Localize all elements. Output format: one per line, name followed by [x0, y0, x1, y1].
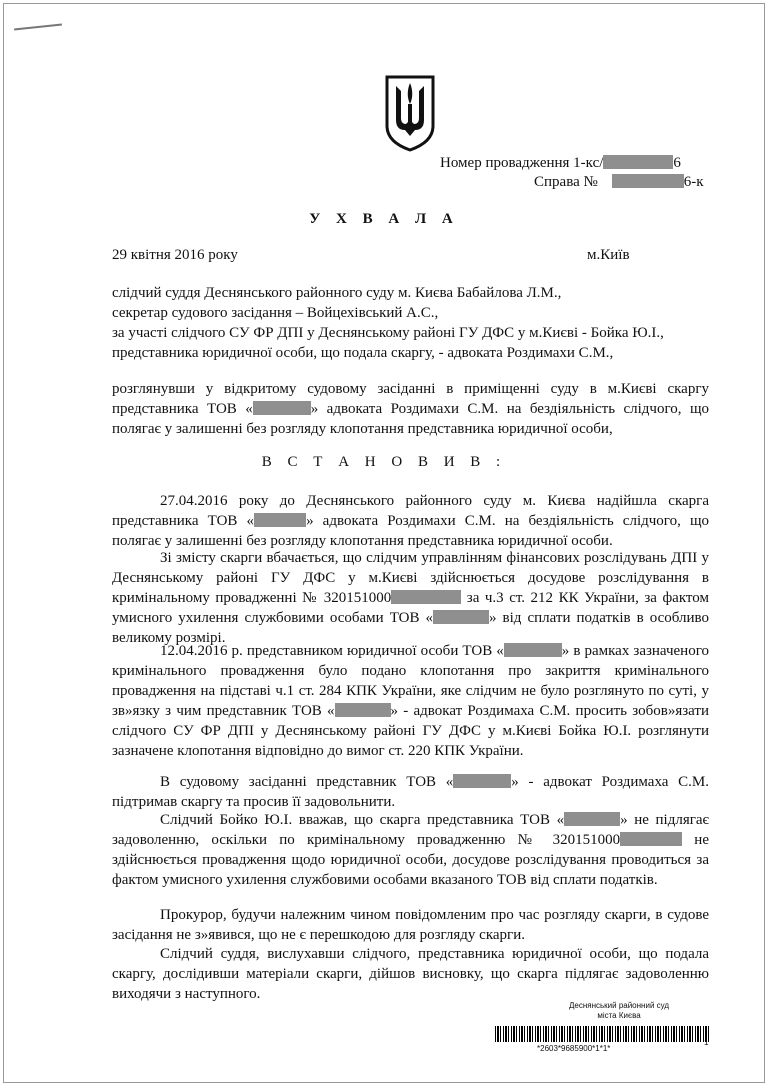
document-page — [3, 3, 765, 1083]
redaction — [335, 703, 391, 717]
paragraph-3: 12.04.2016 р. представником юридичної особи ТОВ « » в рамках зазначеного кримінального провадження було подано клопотання про закриття кримінального провадження на підставі ч.1 ст. 284 КПК України, яке слідчим не було розглянуто по суті, у зв»язку з чим представник ТОВ « » - адвокат Роздимаха С.М. просить зобов»язати слідчого СУ ФР ДПІ у Деснянському районі ГУ ДФС у м.Києві Бойка Ю.І. розглянути зазначене клопотання відповідно до вимог ст. 220 КПК України. — [112, 643, 709, 759]
redaction — [620, 832, 682, 846]
proceeding-number: Номер провадження 1-кс/ 6 — [440, 155, 681, 171]
redaction — [453, 774, 511, 788]
redaction — [253, 401, 311, 415]
redaction — [254, 513, 306, 527]
redaction — [612, 174, 684, 188]
barcode-text: *2603*9685900*1*1* — [537, 1044, 611, 1053]
paragraph-2: Зі змісту скарги вбачається, що слідчим управлінням фінансових розслідувань ДПІ у Деснянському районі ГУ ДФС у м.Києві здійснюється досудове розслідування в кримінальному провадженні № 320151000 за ч.3 ст. 212 КК України, за фактом умисного ухилення службовими особами ТОВ « » від сплати податків в особливо великому розмірі. — [112, 550, 709, 646]
redaction — [433, 610, 489, 624]
redaction — [564, 812, 620, 826]
paragraph-4: В судовому засіданні представник ТОВ « » - адвокат Роздимаха С.М. підтримав скаргу та просив її задовольнити. — [112, 774, 709, 810]
redaction — [391, 590, 461, 604]
document-title: У Х В А Л А — [309, 211, 459, 227]
paragraph-7: Слідчий суддя, вислухавши слідчого, представника юридичної особи, що подала скаргу, дослідивши матеріали скарги, дійшов висновку, що скарга підлягає задоволенню виходячи з наступного. — [112, 946, 709, 1002]
page-number: 1 — [704, 1038, 709, 1047]
paragraph-1: 27.04.2016 року до Деснянського районного суду м. Києва надійшла скарга представника ТОВ « » адвоката Роздимахи С.М. на бездіяльність слідчого, що полягає у залишенні без розгляду клопотання представника юридичної особи. — [112, 493, 709, 549]
participant-representative: представника юридичної особи, що подала скаргу, - адвоката Роздимахи С.М., — [112, 345, 614, 361]
paragraph-6: Прокурор, будучи належним чином повідомленим про час розгляду скарги, в судове засідання не з»явився, що не є перешкодою для розгляду скарги. — [112, 907, 709, 943]
document-city: м.Київ — [587, 247, 630, 263]
barcode — [495, 1026, 710, 1042]
redaction — [504, 643, 562, 657]
established-heading: В С Т А Н О В И В : — [261, 454, 507, 470]
intro-paragraph: розглянувши у відкритому судовому засіданні в приміщенні суду в м.Києві скаргу представника ТОВ « » адвоката Роздимахи С.М. на бездіяльність слідчого, що полягає у залишенні без розгляду клопотання представника юридичної особи, — [112, 381, 709, 437]
document-date: 29 квітня 2016 року — [112, 247, 238, 263]
trident-emblem-icon — [383, 74, 437, 152]
scan-artifact — [14, 23, 62, 30]
participant-investigator: за участі слідчого СУ ФР ДПІ у Деснянському районі ГУ ДФС у м.Києві - Бойка Ю.І., — [112, 325, 664, 341]
participant-judge: слідчий суддя Деснянського районного суду м. Києва Бабайлова Л.М., — [112, 285, 562, 301]
redaction — [603, 155, 673, 169]
paragraph-5: Слідчий Бойко Ю.І. вважав, що скарга представника ТОВ « » не підлягає задоволенню, оскільки по кримінальному провадженню № 320151000 не здійснюється провадження щодо юридичної особи, досудове розслідування проводиться за фактом умисного ухилення службовими особами вказаного ТОВ від сплати податків. — [112, 812, 709, 888]
participant-secretary: секретар судового засідання – Войцехівський А.С., — [112, 305, 439, 321]
case-number: Справа № 6-к — [534, 174, 704, 190]
court-stamp: Деснянський районний суд міста Києва — [568, 1001, 670, 1020]
